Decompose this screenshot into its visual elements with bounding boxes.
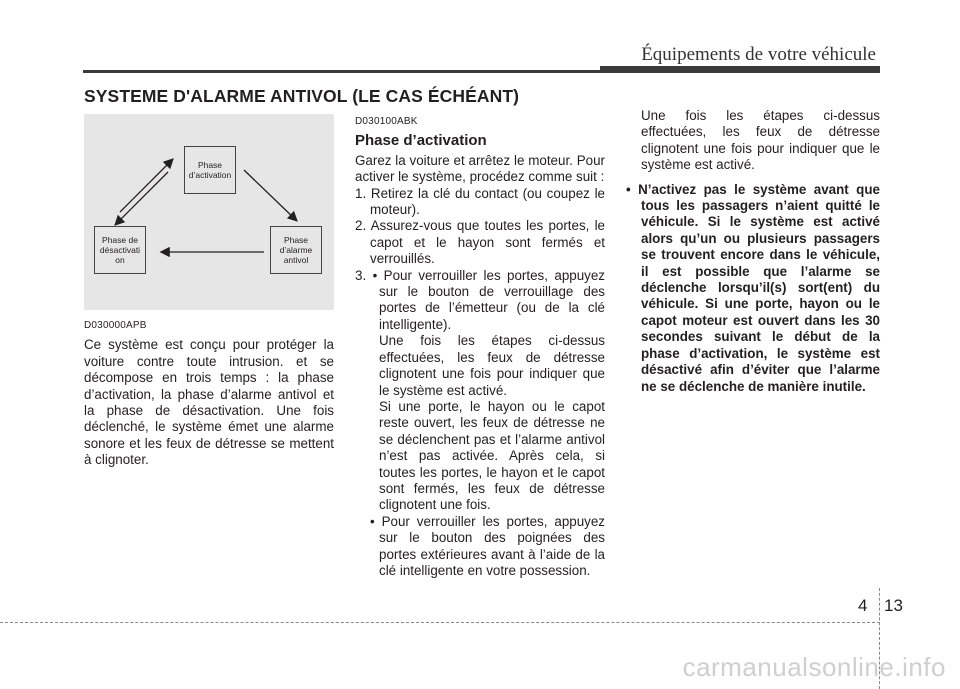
page-number: 13 (884, 596, 903, 615)
column-3 (626, 108, 880, 395)
intro-paragraph: Ce système est conçu pour protéger la voiture contre toute intrusion. et se décompose en trois temps : la phase d’activation, la phase d’alarme antivol et la phase de désactivation. Une fois déclenché, le système émet une alarme sonore et les feux de détresse se mettent à clignoter. (84, 337, 334, 468)
header-title: Équipements de votre véhicule (641, 44, 876, 65)
arrow-desactivation-to-activation (120, 160, 172, 212)
step-3-note-1: Une fois les étapes ci-dessus effectuées, les feux de détresse clignotent une fois pour indiquer que le système est activé. (379, 333, 605, 398)
chapter-number: 4 (858, 596, 868, 615)
arrow-activation-to-desactivation (116, 172, 168, 224)
column-2 (355, 114, 605, 579)
warning-bullet: • N’activez pas le système avant que tous les passagers n’aient quitté le véhicule. Si le système est activé alors qu’un ou plusieurs passagers se trouvent encore dans le véhicule, il est possible que l’alarme se déclenche lorsqu’il(s) sort(ent) du véhicule. Si une porte, hayon ou le capot moteur est ouvert dans les 30 secondes suivant le début de la phase d’activation, le système est désactivé afin d’éviter que l’alarme ne se déclenche de manière inutile. (626, 181, 880, 394)
step-3-bullet-2: • Pour verrouiller les portes, appuyez sur le bouton des poignées des portes extérieures avant à l’aide de la clé intelligente en votre possession. (370, 513, 605, 578)
step-2: 2. Assurez-vous que toutes les portes, le capot et le hayon sont fermés et verrouillés. (355, 218, 605, 267)
step-3-note-2: Si une porte, le hayon ou le capot reste ouvert, les feux de détresse ne se déclenchent pas et l’alarme antivol n’est pas activée. Après cela, si toutes les portes, le hayon et le capot sont fermés, les feux de détresse clignotent une fois. (379, 398, 605, 513)
phase-diagram (84, 114, 334, 310)
column-1 (84, 114, 334, 469)
activation-intro: Garez la voiture et arrêtez le moteur. Pour activer le système, procédez comme suit : (355, 152, 605, 185)
footer-rule (0, 622, 880, 623)
activation-confirm: Une fois les étapes ci-dessus effectuées, les feux de détresse clignotent une fois pour indiquer que le système est activé. (641, 108, 880, 173)
step-3: 3. • Pour verrouiller les portes, appuyez sur le bouton de verrouillage des portes de l’émetteur (ou de la clé intelligente). (355, 267, 605, 332)
header-rule (83, 70, 879, 73)
box-desactivation-phase: Phase de désactivati on (94, 226, 146, 274)
diagram-arrows (84, 114, 334, 310)
box-alarme-phase: Phase d’alarme antivol (270, 226, 322, 274)
section-code: D030100ABK (355, 116, 418, 127)
watermark: carmanualsonline.info (682, 652, 946, 682)
figure-code: D030000APB (84, 320, 147, 331)
section-title: SYSTEME D'ALARME ANTIVOL (LE CAS ÉCHÉANT) (84, 86, 520, 106)
activation-heading: Phase d’activation (355, 132, 487, 150)
arrow-activation-to-alarme (244, 170, 296, 220)
step-1: 1. Retirez la clé du contact (ou coupez le moteur). (355, 185, 605, 218)
box-activation-phase: Phase d’activation (184, 146, 236, 194)
